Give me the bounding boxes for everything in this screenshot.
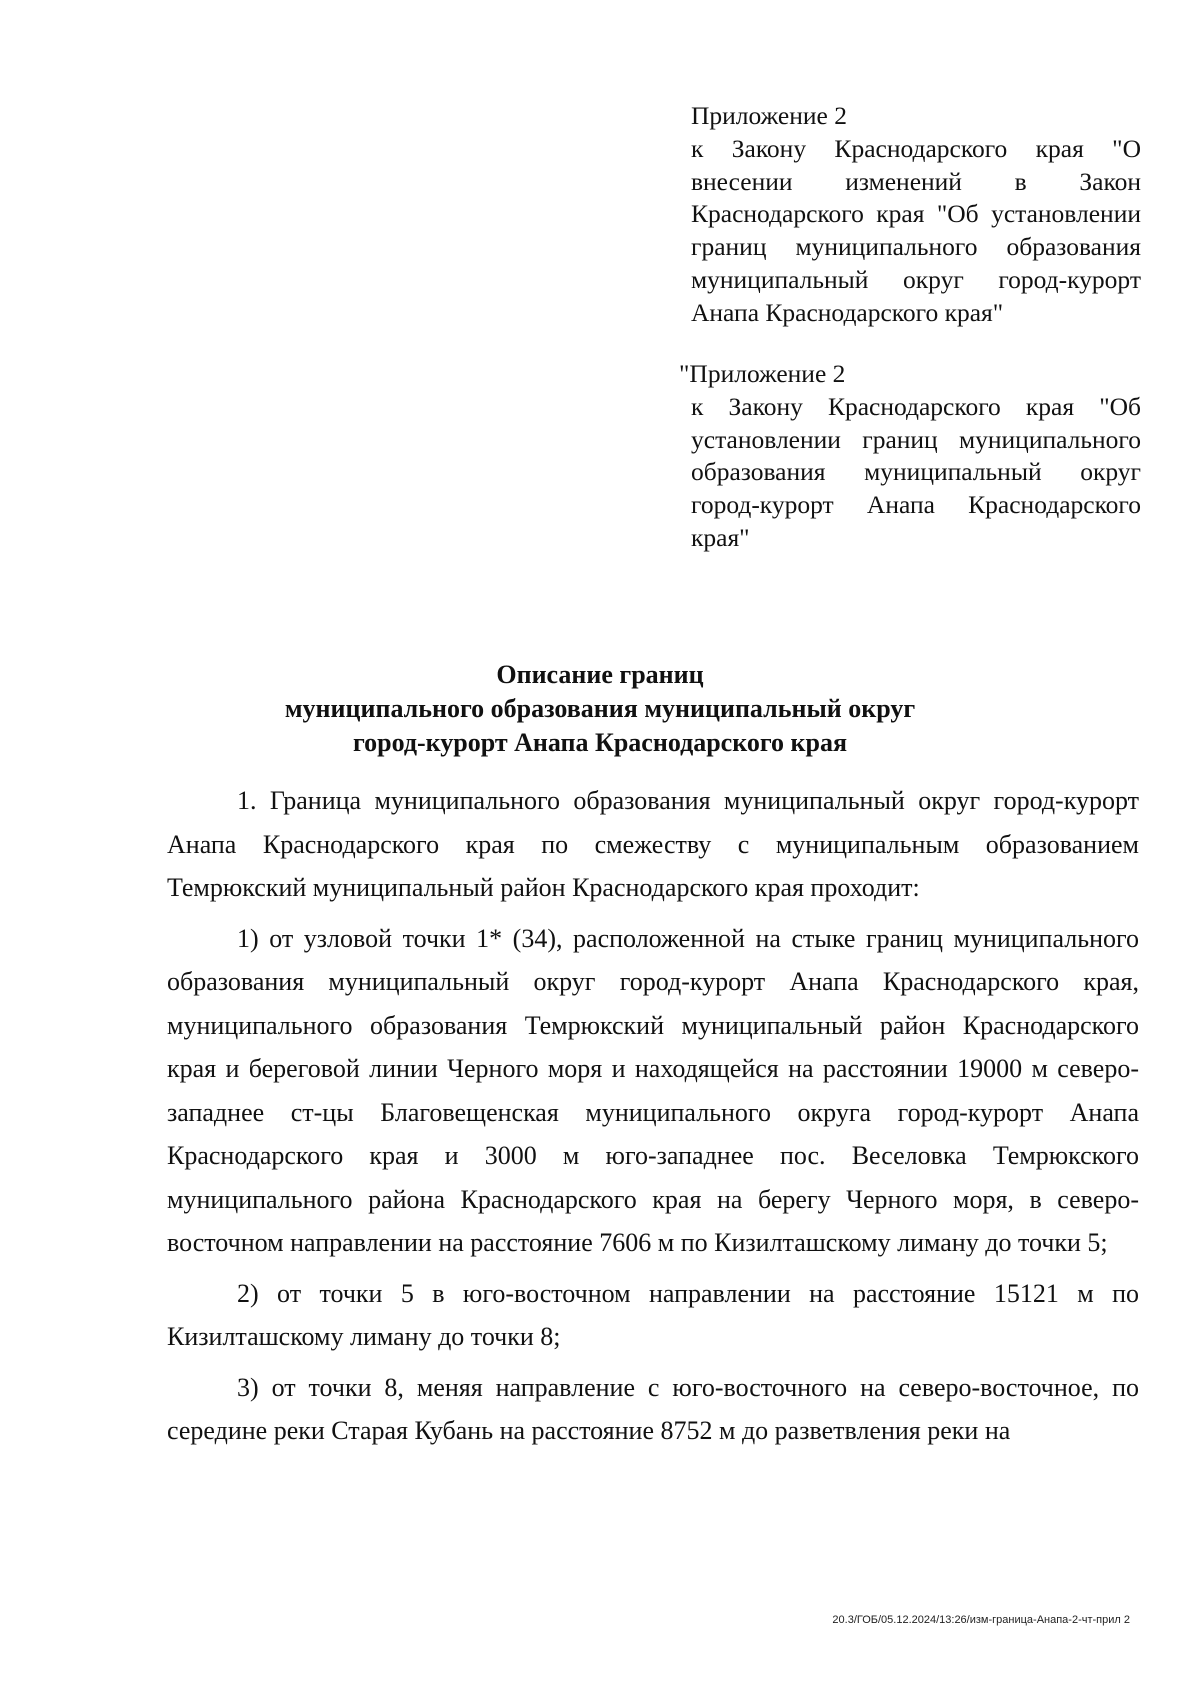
appendix-2-text: к Закону Краснодарского края "Об установлении границ муниципального образования муниципальный округ город-курорт Анапа Краснодарского края": [691, 391, 1141, 552]
paragraph-item-2: 2) от точки 5 в юго-восточном направлении на расстояние 15121 м по Кизилташскому лиману до точки 8;: [167, 1278, 1139, 1351]
paragraph-item-1: 1) от узловой точки 1* (34), расположенной на стыке границ муниципального образования муниципальный округ город-курорт Анапа Краснодарского края, муниципального образования Темрюкский муниципальный район Краснодарского края и береговой линии Черного моря и находящейся на расстоянии 19000 м северо-западнее ст-цы Благовещенская муниципального округа город-курорт Анапа Краснодарского края и 3000 м юго-западнее пос. Веселовка Темрюкского муниципального района Краснодарского края на берегу Черного моря, в северо-восточном направлении на расстояние 7606 м по Кизилташскому лиману до точки 5;: [167, 923, 1139, 1257]
appendix-header-1: [691, 100, 1141, 330]
paragraph-item-3: 3) от точки 8, меняя направление с юго-восточного на северо-восточное, по середине реки Старая Кубань на расстояние 8752 м до разветвления реки на: [167, 1372, 1139, 1445]
footer-reference: 20.3/ГОБ/05.12.2024/13:26/изм-граница-Анапа-2-чт-прил 2: [832, 1614, 1130, 1626]
title-line-1: Описание границ: [496, 660, 704, 689]
appendix-1-text: к Закону Краснодарского края "О внесении изменений в Закон Краснодарского края "Об установлении границ муниципального образования муниципальный округ город-курорт Анапа Краснодарского края": [691, 133, 1141, 327]
appendix-2-heading: "Приложение 2: [679, 359, 846, 388]
paragraph-1: 1. Граница муниципального образования муниципальный округ город-курорт Анапа Краснодарского края по смежеству с муниципальным образованием Темрюкский муниципальный район Краснодарского края проходит:: [167, 786, 1139, 902]
document-title: [150, 658, 1050, 760]
appendix-1-heading: Приложение 2: [691, 101, 847, 130]
title-line-3: город-курорт Анапа Краснодарского края: [352, 728, 848, 757]
title-line-2: муниципального образования муниципальный округ: [284, 694, 916, 723]
appendix-header-2: [679, 358, 1141, 555]
document-body: [167, 779, 1139, 1460]
